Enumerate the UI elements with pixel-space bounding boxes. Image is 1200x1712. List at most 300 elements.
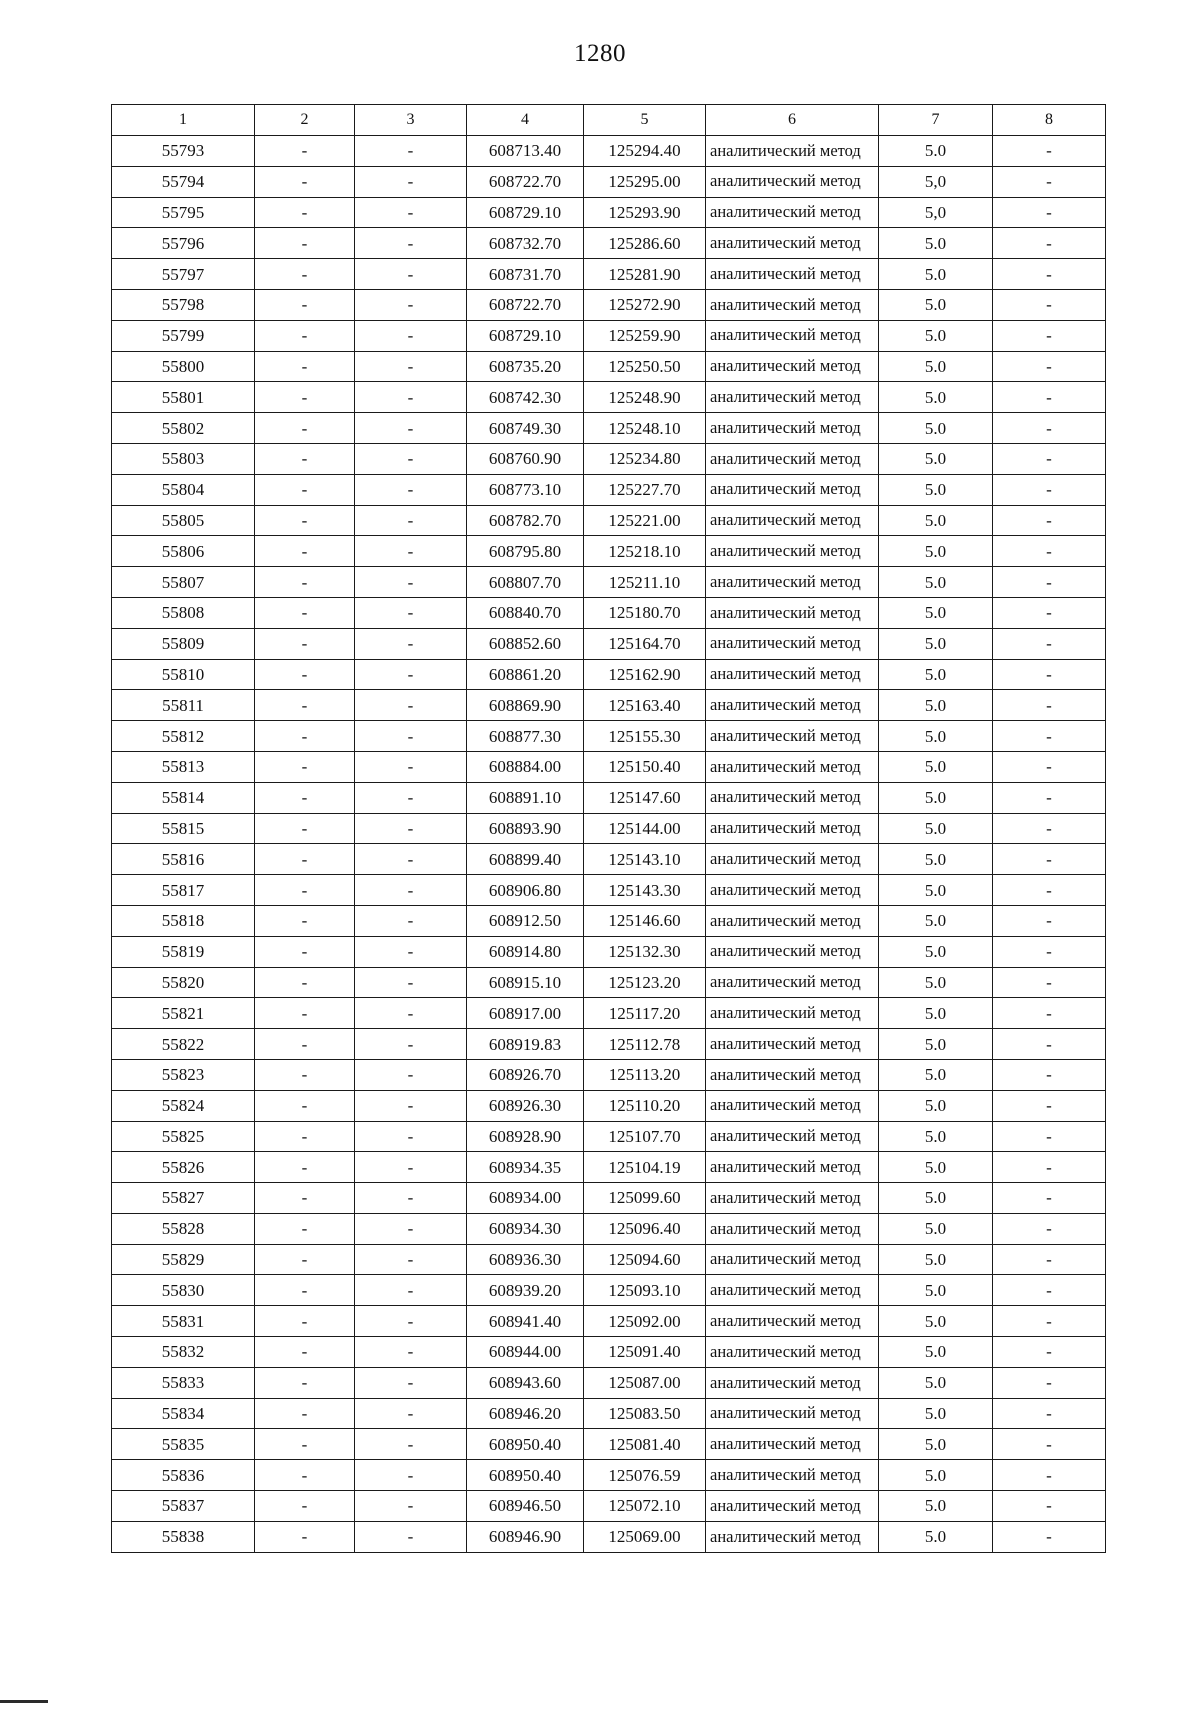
- method-cell: аналитический метод: [706, 289, 879, 320]
- table-row: [112, 875, 1106, 906]
- point-number-cell: 55812: [112, 721, 255, 752]
- accuracy-cell: 5.0: [879, 1398, 993, 1429]
- table-row: [112, 1398, 1106, 1429]
- method-cell: аналитический метод: [706, 1521, 879, 1552]
- col3-cell: -: [355, 1306, 467, 1337]
- col2-cell: -: [255, 721, 355, 752]
- col3-cell: -: [355, 259, 467, 290]
- col2-cell: -: [255, 659, 355, 690]
- accuracy-cell: 5.0: [879, 289, 993, 320]
- x-coordinate-cell: 608773.10: [467, 474, 584, 505]
- accuracy-cell: 5.0: [879, 1521, 993, 1552]
- col2-cell: -: [255, 567, 355, 598]
- col2-cell: -: [255, 1460, 355, 1491]
- x-coordinate-cell: 608795.80: [467, 536, 584, 567]
- accuracy-cell: 5.0: [879, 1090, 993, 1121]
- col3-cell: -: [355, 1460, 467, 1491]
- col8-cell: -: [993, 782, 1106, 813]
- y-coordinate-cell: 125107.70: [584, 1121, 706, 1152]
- col8-cell: -: [993, 1121, 1106, 1152]
- col3-cell: -: [355, 1121, 467, 1152]
- col3-cell: -: [355, 1090, 467, 1121]
- col3-cell: -: [355, 751, 467, 782]
- col2-cell: -: [255, 382, 355, 413]
- x-coordinate-cell: 608729.10: [467, 320, 584, 351]
- col8-cell: -: [993, 751, 1106, 782]
- y-coordinate-cell: 125113.20: [584, 1059, 706, 1090]
- col3-cell: -: [355, 1059, 467, 1090]
- method-cell: аналитический метод: [706, 813, 879, 844]
- col3-cell: -: [355, 289, 467, 320]
- y-coordinate-cell: 125087.00: [584, 1367, 706, 1398]
- point-number-cell: 55836: [112, 1460, 255, 1491]
- point-number-cell: 55834: [112, 1398, 255, 1429]
- col2-cell: -: [255, 228, 355, 259]
- col2-cell: -: [255, 1090, 355, 1121]
- col8-cell: -: [993, 1029, 1106, 1060]
- accuracy-cell: 5.0: [879, 1183, 993, 1214]
- col2-cell: -: [255, 936, 355, 967]
- col2-cell: -: [255, 1337, 355, 1368]
- col2-cell: -: [255, 320, 355, 351]
- point-number-cell: 55798: [112, 289, 255, 320]
- col8-cell: -: [993, 1337, 1106, 1368]
- column-header-8: 8: [993, 105, 1106, 136]
- col3-cell: -: [355, 844, 467, 875]
- table-row: [112, 228, 1106, 259]
- col3-cell: -: [355, 721, 467, 752]
- point-number-cell: 55824: [112, 1090, 255, 1121]
- point-number-cell: 55823: [112, 1059, 255, 1090]
- accuracy-cell: 5.0: [879, 844, 993, 875]
- y-coordinate-cell: 125295.00: [584, 166, 706, 197]
- col2-cell: -: [255, 166, 355, 197]
- x-coordinate-cell: 608877.30: [467, 721, 584, 752]
- col3-cell: -: [355, 351, 467, 382]
- y-coordinate-cell: 125076.59: [584, 1460, 706, 1491]
- col8-cell: -: [993, 567, 1106, 598]
- col8-cell: -: [993, 197, 1106, 228]
- col2-cell: -: [255, 1491, 355, 1522]
- accuracy-cell: 5.0: [879, 1275, 993, 1306]
- col2-cell: -: [255, 443, 355, 474]
- point-number-cell: 55811: [112, 690, 255, 721]
- y-coordinate-cell: 125104.19: [584, 1152, 706, 1183]
- col3-cell: -: [355, 659, 467, 690]
- table-row: [112, 1152, 1106, 1183]
- x-coordinate-cell: 608941.40: [467, 1306, 584, 1337]
- col8-cell: -: [993, 967, 1106, 998]
- table-row: [112, 474, 1106, 505]
- y-coordinate-cell: 125081.40: [584, 1429, 706, 1460]
- y-coordinate-cell: 125069.00: [584, 1521, 706, 1552]
- table-row: [112, 1029, 1106, 1060]
- method-cell: аналитический метод: [706, 1429, 879, 1460]
- col8-cell: -: [993, 597, 1106, 628]
- accuracy-cell: 5.0: [879, 597, 993, 628]
- method-cell: аналитический метод: [706, 690, 879, 721]
- method-cell: аналитический метод: [706, 1213, 879, 1244]
- col2-cell: -: [255, 1059, 355, 1090]
- table-row: [112, 351, 1106, 382]
- col2-cell: -: [255, 1244, 355, 1275]
- x-coordinate-cell: 608950.40: [467, 1460, 584, 1491]
- col2-cell: -: [255, 690, 355, 721]
- table-row: [112, 751, 1106, 782]
- col8-cell: -: [993, 259, 1106, 290]
- method-cell: аналитический метод: [706, 1121, 879, 1152]
- col3-cell: -: [355, 905, 467, 936]
- col3-cell: -: [355, 1152, 467, 1183]
- col3-cell: -: [355, 536, 467, 567]
- method-cell: аналитический метод: [706, 597, 879, 628]
- table-row: [112, 936, 1106, 967]
- scan-edge-mark: [0, 1700, 48, 1703]
- method-cell: аналитический метод: [706, 721, 879, 752]
- x-coordinate-cell: 608722.70: [467, 289, 584, 320]
- y-coordinate-cell: 125293.90: [584, 197, 706, 228]
- table-row: [112, 1521, 1106, 1552]
- point-number-cell: 55838: [112, 1521, 255, 1552]
- method-cell: аналитический метод: [706, 136, 879, 167]
- col2-cell: -: [255, 813, 355, 844]
- y-coordinate-cell: 125091.40: [584, 1337, 706, 1368]
- point-number-cell: 55797: [112, 259, 255, 290]
- col2-cell: -: [255, 413, 355, 444]
- x-coordinate-cell: 608722.70: [467, 166, 584, 197]
- x-coordinate-cell: 608936.30: [467, 1244, 584, 1275]
- x-coordinate-cell: 608729.10: [467, 197, 584, 228]
- accuracy-cell: 5.0: [879, 875, 993, 906]
- accuracy-cell: 5.0: [879, 1152, 993, 1183]
- x-coordinate-cell: 608926.70: [467, 1059, 584, 1090]
- col3-cell: -: [355, 1521, 467, 1552]
- x-coordinate-cell: 608950.40: [467, 1429, 584, 1460]
- col2-cell: -: [255, 1398, 355, 1429]
- y-coordinate-cell: 125144.00: [584, 813, 706, 844]
- col8-cell: -: [993, 813, 1106, 844]
- point-number-cell: 55799: [112, 320, 255, 351]
- accuracy-cell: 5.0: [879, 967, 993, 998]
- point-number-cell: 55822: [112, 1029, 255, 1060]
- accuracy-cell: 5.0: [879, 474, 993, 505]
- y-coordinate-cell: 125092.00: [584, 1306, 706, 1337]
- x-coordinate-cell: 608735.20: [467, 351, 584, 382]
- point-number-cell: 55803: [112, 443, 255, 474]
- col2-cell: -: [255, 197, 355, 228]
- point-number-cell: 55821: [112, 998, 255, 1029]
- col8-cell: -: [993, 1367, 1106, 1398]
- accuracy-cell: 5.0: [879, 1029, 993, 1060]
- accuracy-cell: 5.0: [879, 1121, 993, 1152]
- point-number-cell: 55831: [112, 1306, 255, 1337]
- x-coordinate-cell: 608732.70: [467, 228, 584, 259]
- col2-cell: -: [255, 998, 355, 1029]
- table-row: [112, 166, 1106, 197]
- table-row: [112, 536, 1106, 567]
- table-row: [112, 659, 1106, 690]
- table-body: [112, 136, 1106, 1553]
- method-cell: аналитический метод: [706, 1398, 879, 1429]
- accuracy-cell: 5.0: [879, 505, 993, 536]
- col3-cell: -: [355, 166, 467, 197]
- y-coordinate-cell: 125096.40: [584, 1213, 706, 1244]
- x-coordinate-cell: 608782.70: [467, 505, 584, 536]
- y-coordinate-cell: 125221.00: [584, 505, 706, 536]
- table-row: [112, 1090, 1106, 1121]
- x-coordinate-cell: 608928.90: [467, 1121, 584, 1152]
- page-number: 1280: [574, 40, 626, 67]
- col3-cell: -: [355, 813, 467, 844]
- col8-cell: -: [993, 1398, 1106, 1429]
- method-cell: аналитический метод: [706, 844, 879, 875]
- col8-cell: -: [993, 505, 1106, 536]
- col2-cell: -: [255, 505, 355, 536]
- col2-cell: -: [255, 289, 355, 320]
- method-cell: аналитический метод: [706, 782, 879, 813]
- col3-cell: -: [355, 320, 467, 351]
- table-row: [112, 998, 1106, 1029]
- col2-cell: -: [255, 628, 355, 659]
- method-cell: аналитический метод: [706, 936, 879, 967]
- col8-cell: -: [993, 628, 1106, 659]
- x-coordinate-cell: 608946.50: [467, 1491, 584, 1522]
- table-row: [112, 721, 1106, 752]
- column-header-3: 3: [355, 105, 467, 136]
- method-cell: аналитический метод: [706, 382, 879, 413]
- col2-cell: -: [255, 844, 355, 875]
- point-number-cell: 55835: [112, 1429, 255, 1460]
- method-cell: аналитический метод: [706, 751, 879, 782]
- x-coordinate-cell: 608944.00: [467, 1337, 584, 1368]
- x-coordinate-cell: 608934.00: [467, 1183, 584, 1214]
- y-coordinate-cell: 125083.50: [584, 1398, 706, 1429]
- accuracy-cell: 5.0: [879, 721, 993, 752]
- col2-cell: -: [255, 1213, 355, 1244]
- method-cell: аналитический метод: [706, 474, 879, 505]
- col2-cell: -: [255, 351, 355, 382]
- table-row: [112, 782, 1106, 813]
- col3-cell: -: [355, 690, 467, 721]
- x-coordinate-cell: 608934.30: [467, 1213, 584, 1244]
- y-coordinate-cell: 125099.60: [584, 1183, 706, 1214]
- point-number-cell: 55814: [112, 782, 255, 813]
- accuracy-cell: 5.0: [879, 320, 993, 351]
- table-row: [112, 1491, 1106, 1522]
- col8-cell: -: [993, 936, 1106, 967]
- x-coordinate-cell: 608917.00: [467, 998, 584, 1029]
- y-coordinate-cell: 125094.60: [584, 1244, 706, 1275]
- col8-cell: -: [993, 1429, 1106, 1460]
- col8-cell: -: [993, 1306, 1106, 1337]
- accuracy-cell: 5,0: [879, 166, 993, 197]
- method-cell: аналитический метод: [706, 1367, 879, 1398]
- col2-cell: -: [255, 1121, 355, 1152]
- y-coordinate-cell: 125143.30: [584, 875, 706, 906]
- col8-cell: -: [993, 1152, 1106, 1183]
- table-row: [112, 1244, 1106, 1275]
- table-row: [112, 1429, 1106, 1460]
- col3-cell: -: [355, 1337, 467, 1368]
- accuracy-cell: 5.0: [879, 351, 993, 382]
- column-header-7: 7: [879, 105, 993, 136]
- y-coordinate-cell: 125294.40: [584, 136, 706, 167]
- point-number-cell: 55825: [112, 1121, 255, 1152]
- table-header-row: [112, 105, 1106, 136]
- accuracy-cell: 5.0: [879, 443, 993, 474]
- accuracy-cell: 5.0: [879, 1460, 993, 1491]
- method-cell: аналитический метод: [706, 905, 879, 936]
- y-coordinate-cell: 125250.50: [584, 351, 706, 382]
- col8-cell: -: [993, 1059, 1106, 1090]
- point-number-cell: 55810: [112, 659, 255, 690]
- y-coordinate-cell: 125112.78: [584, 1029, 706, 1060]
- col3-cell: -: [355, 875, 467, 906]
- col3-cell: -: [355, 197, 467, 228]
- x-coordinate-cell: 608943.60: [467, 1367, 584, 1398]
- col3-cell: -: [355, 1367, 467, 1398]
- method-cell: аналитический метод: [706, 659, 879, 690]
- x-coordinate-cell: 608713.40: [467, 136, 584, 167]
- col2-cell: -: [255, 536, 355, 567]
- y-coordinate-cell: 125218.10: [584, 536, 706, 567]
- col3-cell: -: [355, 382, 467, 413]
- x-coordinate-cell: 608807.70: [467, 567, 584, 598]
- point-number-cell: 55804: [112, 474, 255, 505]
- accuracy-cell: 5.0: [879, 228, 993, 259]
- col8-cell: -: [993, 228, 1106, 259]
- col8-cell: -: [993, 443, 1106, 474]
- col2-cell: -: [255, 1275, 355, 1306]
- col8-cell: -: [993, 1090, 1106, 1121]
- point-number-cell: 55802: [112, 413, 255, 444]
- accuracy-cell: 5.0: [879, 382, 993, 413]
- table-row: [112, 967, 1106, 998]
- col8-cell: -: [993, 351, 1106, 382]
- table-row: [112, 1275, 1106, 1306]
- y-coordinate-cell: 125147.60: [584, 782, 706, 813]
- table-row: [112, 690, 1106, 721]
- col2-cell: -: [255, 1306, 355, 1337]
- col3-cell: -: [355, 998, 467, 1029]
- col3-cell: -: [355, 1275, 467, 1306]
- y-coordinate-cell: 125248.90: [584, 382, 706, 413]
- point-number-cell: 55818: [112, 905, 255, 936]
- method-cell: аналитический метод: [706, 1460, 879, 1491]
- col8-cell: -: [993, 166, 1106, 197]
- x-coordinate-cell: 608852.60: [467, 628, 584, 659]
- method-cell: аналитический метод: [706, 320, 879, 351]
- method-cell: аналитический метод: [706, 1183, 879, 1214]
- x-coordinate-cell: 608861.20: [467, 659, 584, 690]
- col8-cell: -: [993, 721, 1106, 752]
- x-coordinate-cell: 608926.30: [467, 1090, 584, 1121]
- point-number-cell: 55832: [112, 1337, 255, 1368]
- point-number-cell: 55796: [112, 228, 255, 259]
- y-coordinate-cell: 125162.90: [584, 659, 706, 690]
- accuracy-cell: 5.0: [879, 936, 993, 967]
- method-cell: аналитический метод: [706, 351, 879, 382]
- method-cell: аналитический метод: [706, 413, 879, 444]
- method-cell: аналитический метод: [706, 1275, 879, 1306]
- point-number-cell: 55809: [112, 628, 255, 659]
- col3-cell: -: [355, 1029, 467, 1060]
- col8-cell: -: [993, 659, 1106, 690]
- method-cell: аналитический метод: [706, 505, 879, 536]
- method-cell: аналитический метод: [706, 567, 879, 598]
- col3-cell: -: [355, 967, 467, 998]
- col3-cell: -: [355, 505, 467, 536]
- col8-cell: -: [993, 844, 1106, 875]
- method-cell: аналитический метод: [706, 228, 879, 259]
- y-coordinate-cell: 125132.30: [584, 936, 706, 967]
- table-row: [112, 628, 1106, 659]
- method-cell: аналитический метод: [706, 628, 879, 659]
- col2-cell: -: [255, 597, 355, 628]
- col8-cell: -: [993, 1460, 1106, 1491]
- y-coordinate-cell: 125072.10: [584, 1491, 706, 1522]
- col8-cell: -: [993, 1275, 1106, 1306]
- y-coordinate-cell: 125211.10: [584, 567, 706, 598]
- col8-cell: -: [993, 536, 1106, 567]
- y-coordinate-cell: 125272.90: [584, 289, 706, 320]
- method-cell: аналитический метод: [706, 998, 879, 1029]
- method-cell: аналитический метод: [706, 967, 879, 998]
- x-coordinate-cell: 608893.90: [467, 813, 584, 844]
- y-coordinate-cell: 125234.80: [584, 443, 706, 474]
- point-number-cell: 55820: [112, 967, 255, 998]
- col3-cell: -: [355, 597, 467, 628]
- point-number-cell: 55819: [112, 936, 255, 967]
- x-coordinate-cell: 608731.70: [467, 259, 584, 290]
- point-number-cell: 55837: [112, 1491, 255, 1522]
- col2-cell: -: [255, 1429, 355, 1460]
- point-number-cell: 55795: [112, 197, 255, 228]
- table-row: [112, 259, 1106, 290]
- table-row: [112, 844, 1106, 875]
- col2-cell: -: [255, 751, 355, 782]
- col3-cell: -: [355, 443, 467, 474]
- accuracy-cell: 5.0: [879, 413, 993, 444]
- accuracy-cell: 5.0: [879, 567, 993, 598]
- method-cell: аналитический метод: [706, 259, 879, 290]
- x-coordinate-cell: 608869.90: [467, 690, 584, 721]
- y-coordinate-cell: 125281.90: [584, 259, 706, 290]
- col8-cell: -: [993, 1491, 1106, 1522]
- col3-cell: -: [355, 228, 467, 259]
- y-coordinate-cell: 125143.10: [584, 844, 706, 875]
- y-coordinate-cell: 125248.10: [584, 413, 706, 444]
- column-header-5: 5: [584, 105, 706, 136]
- point-number-cell: 55830: [112, 1275, 255, 1306]
- y-coordinate-cell: 125286.60: [584, 228, 706, 259]
- accuracy-cell: 5.0: [879, 1429, 993, 1460]
- y-coordinate-cell: 125123.20: [584, 967, 706, 998]
- point-number-cell: 55826: [112, 1152, 255, 1183]
- col3-cell: -: [355, 936, 467, 967]
- table-row: [112, 1183, 1106, 1214]
- y-coordinate-cell: 125155.30: [584, 721, 706, 752]
- x-coordinate-cell: 608914.80: [467, 936, 584, 967]
- method-cell: аналитический метод: [706, 197, 879, 228]
- col3-cell: -: [355, 136, 467, 167]
- table-row: [112, 505, 1106, 536]
- accuracy-cell: 5.0: [879, 751, 993, 782]
- y-coordinate-cell: 125146.60: [584, 905, 706, 936]
- x-coordinate-cell: 608760.90: [467, 443, 584, 474]
- point-number-cell: 55817: [112, 875, 255, 906]
- col3-cell: -: [355, 474, 467, 505]
